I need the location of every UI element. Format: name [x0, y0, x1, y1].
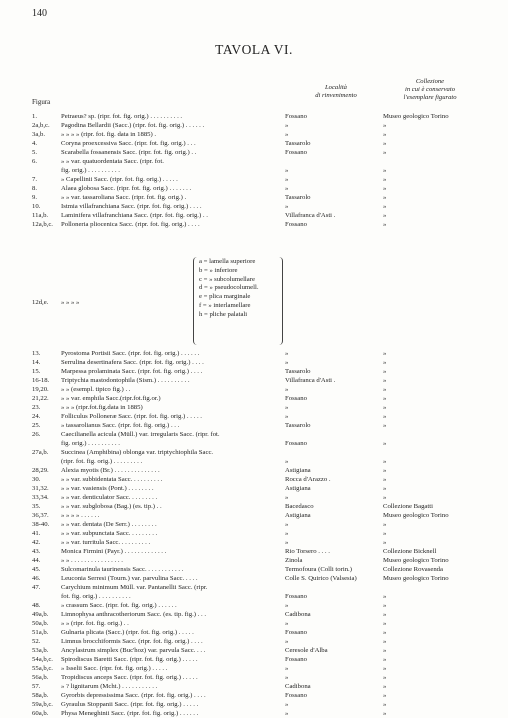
- table-row: [32, 166, 482, 175]
- species-description: » » . . . . . . . . . . . . . . . .: [61, 557, 123, 565]
- species-description: » » » (ripr.fot.fig.data in 1885): [61, 404, 143, 411]
- figure-number: 8.: [32, 185, 38, 192]
- locality: »: [285, 131, 289, 138]
- fig12-parts-legend: [199, 258, 281, 320]
- figure-number: 46.: [32, 575, 41, 583]
- figure-number: 12d,e.: [32, 299, 49, 306]
- locality: Tassarolo: [285, 368, 311, 375]
- figure-number: 9.: [32, 194, 38, 201]
- locality: Astigiana: [285, 512, 311, 520]
- locality: Fossano: [285, 656, 307, 664]
- locality: »: [285, 521, 289, 529]
- species-description: » Capellinii Sacc. (ripr. fot. fig. orig.) . . . . .: [61, 176, 178, 183]
- species-description: fig. orig.) . . . . . . . . . .: [61, 440, 120, 447]
- figure-number: 38-40.: [32, 521, 50, 529]
- species-description: Limnus brocchiformis Sacc. (ripr. fot. fig. orig.) . . . .: [61, 638, 203, 646]
- locality: »: [285, 185, 289, 192]
- species-description: Alaea globosa Sacc. (ripr. fot. fig. orig.) . . . . . . .: [61, 185, 192, 192]
- collection: Museo geologico Torino: [383, 557, 449, 565]
- collection: »: [383, 710, 387, 718]
- figure-number: 55a,b,c.: [32, 665, 53, 673]
- figure-number: 47.: [32, 584, 41, 592]
- page-number: 140: [32, 8, 47, 19]
- locality: Fossano: [285, 221, 307, 228]
- species-description: » » var. subpunctata Sacc. . . . . . . . .: [61, 530, 158, 538]
- collection: »: [383, 539, 387, 547]
- species-description: Laminifera villafranchiana Sacc. (ripr. fot. fig. orig.) . .: [61, 212, 208, 219]
- species-description: Polloneria pliocenica Sacc. (ripr. fot. fig. orig.) . . . .: [61, 221, 200, 228]
- column-header-collezione: [384, 78, 476, 102]
- figure-number: 19,20.: [32, 386, 49, 393]
- species-description: Caecilianella acicula (Müll.) var. irregularis Sacc. (ripr. fot.: [61, 431, 220, 438]
- collection: »: [383, 485, 387, 493]
- figure-number: 49a,b.: [32, 611, 49, 619]
- collection: »: [383, 122, 387, 129]
- legend-item: h = pliche palatali: [199, 310, 248, 318]
- collection: »: [383, 629, 387, 637]
- header-line: Collezione: [415, 78, 445, 85]
- locality: Colle S. Quirico (Valsesia): [285, 575, 357, 583]
- figure-number: 52.: [32, 638, 41, 646]
- table-row: [32, 619, 482, 628]
- locality: Bacedasco: [285, 503, 314, 511]
- species-description: Monica Firmini (Payr.) . . . . . . . . . . . . .: [61, 548, 167, 556]
- figure-number: 27a,b.: [32, 449, 49, 456]
- locality: Tassarolo: [285, 194, 311, 201]
- figure-number: 5.: [32, 149, 38, 156]
- figure-number: 4.: [32, 140, 38, 147]
- table-row: [32, 157, 482, 166]
- figure-number: 45.: [32, 566, 41, 574]
- figure-number: 25.: [32, 422, 41, 429]
- table-row: [32, 112, 482, 121]
- collection: »: [383, 377, 387, 384]
- species-description: fot. fig. orig.) . . . . . . . . . .: [61, 593, 131, 601]
- locality: »: [285, 386, 289, 393]
- locality: Cadibona: [285, 611, 311, 619]
- figure-number: 59a,b,c.: [32, 701, 53, 709]
- species-description: fig. orig.) . . . . . . . . . .: [61, 167, 120, 174]
- species-description: » » var. dentata (De Serr.) . . . . . . . .: [61, 521, 157, 529]
- table-row: [32, 421, 482, 430]
- collection: »: [383, 404, 387, 411]
- table-row: [32, 376, 482, 385]
- species-description: Gyraulus Stoppanii Sacc. (ripr. fot. fig. orig.) . . . . .: [61, 701, 199, 709]
- species-description: Serrulina desertinafera Sacc. (ripr. fot. fig. orig.) . . . .: [61, 359, 204, 366]
- species-description: » » var. emphila Sacc.(ripr.fot.fig.or.): [61, 395, 161, 402]
- locality: Fossano: [285, 395, 307, 402]
- figure-number: 3a,b.: [32, 131, 45, 138]
- figure-number: 58a,b.: [32, 692, 49, 700]
- legend-item: b = » inferiore: [199, 266, 238, 274]
- collection: »: [383, 350, 387, 357]
- species-description: » » var. turritula Sacc. . . . . . . . . .: [61, 539, 151, 547]
- locality: »: [285, 404, 289, 411]
- table-row: [32, 682, 482, 691]
- header-line: l'esemplare figurato: [403, 94, 457, 101]
- species-description: » crassum Sacc. (ripr. fot. fig. orig.) . . . . . .: [61, 602, 177, 610]
- table-row: [32, 493, 482, 502]
- collection: »: [383, 413, 387, 420]
- table-row: [32, 520, 482, 529]
- locality: »: [285, 203, 289, 210]
- table-row: [32, 583, 482, 592]
- collection: Museo geologico Torino: [383, 575, 449, 583]
- table-row: [32, 403, 482, 412]
- locality: »: [285, 176, 289, 183]
- table-row: [32, 412, 482, 421]
- locality: »: [285, 122, 289, 129]
- collection: »: [383, 194, 387, 201]
- figure-number: 24.: [32, 413, 41, 420]
- locality: »: [285, 674, 289, 682]
- species-description: Gyrorbis depressissima Sacc. (ripr. fot. fig. orig.) . . . .: [61, 692, 206, 700]
- collection: »: [383, 521, 387, 529]
- collection: Collezione Rovasenda: [383, 566, 443, 574]
- figure-number: 50a,b.: [32, 620, 49, 628]
- table-row: [32, 202, 482, 211]
- table-row: [32, 691, 482, 700]
- collection: »: [383, 422, 387, 429]
- table-row: [32, 475, 482, 484]
- species-description: Petraeus? sp. (ripr. fot. fig. orig.) . . . . . . . . . .: [61, 113, 183, 120]
- collection: »: [383, 647, 387, 655]
- figure-number: 6.: [32, 158, 38, 165]
- collection: »: [383, 683, 387, 691]
- collection: »: [383, 593, 387, 601]
- species-description: Alexia myotis (Br.) . . . . . . . . . . . . . .: [61, 467, 160, 475]
- table-row: [32, 655, 482, 664]
- figure-number: 21,22.: [32, 395, 49, 402]
- table-row: [32, 220, 482, 229]
- legend-item: e = plica marginale: [199, 293, 251, 301]
- collection: Museo geologico Torino: [383, 512, 449, 520]
- locality: »: [285, 494, 289, 502]
- header-line: di rinvenimento: [315, 92, 357, 99]
- table-row: [32, 457, 482, 466]
- collection: Museo geologico Torino: [383, 113, 449, 120]
- species-description: » » » »: [61, 299, 80, 306]
- figure-number: 44.: [32, 557, 41, 565]
- figure-number: 60a,b.: [32, 710, 49, 718]
- figure-number: 54a,b,c.: [32, 656, 53, 664]
- locality: »: [285, 413, 289, 420]
- figure-number: 36,37.: [32, 512, 49, 520]
- locality: Tassarolo: [285, 140, 311, 147]
- collection: »: [383, 359, 387, 366]
- species-description: » tassarolianus Sacc. (ripr. fot. fig. orig.) . . .: [61, 422, 180, 429]
- species-description: Leuconia Serresi (Tourn.) var. parvulina Sacc. . . . .: [61, 575, 198, 583]
- table-row: [32, 646, 482, 655]
- figure-number: 33,34.: [32, 494, 49, 502]
- table-row: [32, 193, 482, 202]
- table-row: [32, 394, 482, 403]
- collection: »: [383, 176, 387, 183]
- column-header-figura: Figura: [32, 98, 51, 106]
- figure-number: 16-18.: [32, 377, 50, 384]
- table-row: [32, 484, 482, 493]
- species-description: Limnophysa anthracotheriorum Sacc. (es. tip. fig.) . . .: [61, 611, 207, 619]
- table-row: [32, 601, 482, 610]
- locality: Villafranca d'Asti .: [285, 377, 336, 384]
- locality: Rocca d'Arazzo .: [285, 476, 331, 484]
- locality: Cadibona: [285, 683, 311, 691]
- locality: Fossano: [285, 113, 307, 120]
- figure-number: 26.: [32, 431, 41, 438]
- figure-number: 1.: [32, 113, 38, 120]
- figure-number: 13.: [32, 350, 41, 357]
- figure-number: 41.: [32, 530, 41, 538]
- header-line: in cui è conservato: [405, 86, 455, 93]
- locality: Villafranca d'Asti .: [285, 212, 336, 219]
- table-row: [32, 184, 482, 193]
- figure-number: 51a,b.: [32, 629, 49, 637]
- figure-number: 35.: [32, 503, 41, 511]
- table-row: [32, 664, 482, 673]
- locality: Ceresole d'Alba: [285, 647, 328, 655]
- species-description: Tropidiscus anceps Sacc. (ripr. fot. fig. orig.) . . . . .: [61, 674, 198, 682]
- table-row: [32, 130, 482, 139]
- table-row: [32, 565, 482, 574]
- table-row: [32, 466, 482, 475]
- collection: »: [383, 494, 387, 502]
- species-description: Succinea (Amphibina) oblonga var. triptychiophila Sacc.: [61, 449, 214, 456]
- figure-number: 14.: [32, 359, 41, 366]
- table-row: [32, 439, 482, 448]
- figure-number: 11a,b.: [32, 212, 49, 219]
- locality: »: [285, 350, 289, 357]
- table-row: [32, 148, 482, 157]
- locality: Fossano: [285, 149, 307, 156]
- species-description: Pagodina Bellardii (Sacc.) (ripr. fot. fig. orig.) . . . . . .: [61, 122, 205, 129]
- table-row: [32, 673, 482, 682]
- figure-number: 28,29.: [32, 467, 49, 475]
- table-row: [32, 628, 482, 637]
- figure-number: 23.: [32, 404, 41, 411]
- table-row: [32, 367, 482, 376]
- species-description: Pyrostoma Portisii Sacc. (ripr. fot. fig. orig.) . . . . . .: [61, 350, 200, 357]
- collection: »: [383, 368, 387, 375]
- locality: Fossano: [285, 440, 307, 447]
- collection: »: [383, 674, 387, 682]
- figure-number: 10.: [32, 203, 41, 210]
- figure-number: 53a,b.: [32, 647, 49, 655]
- locality: Fossano: [285, 629, 307, 637]
- species-description: (ripr. fot. fig. orig.) . . . . . . . . .: [61, 458, 143, 466]
- locality: Rio Torsero . . . .: [285, 548, 330, 556]
- table-row: [32, 529, 482, 538]
- figure-number: 30.: [32, 476, 41, 484]
- collection: »: [383, 212, 387, 219]
- table-row: [32, 385, 482, 394]
- header-line: Località: [325, 84, 347, 91]
- locality: »: [285, 620, 289, 628]
- table-row: [32, 121, 482, 130]
- species-description: Coryna proexcessiva Sacc. (ripr. fot. fig. orig.) . . .: [61, 140, 196, 147]
- locality: Astigiana: [285, 467, 311, 475]
- collection: »: [383, 701, 387, 709]
- collection: »: [383, 467, 387, 475]
- species-description: » » var. subglobosa (Bag.) (es. tip.) . .: [61, 503, 162, 511]
- locality: »: [285, 359, 289, 366]
- locality: »: [285, 710, 289, 718]
- table-row: [32, 547, 482, 556]
- collection: »: [383, 530, 387, 538]
- table-row: [32, 538, 482, 547]
- locality: Fossano: [285, 692, 307, 700]
- collection: »: [383, 203, 387, 210]
- figure-number: 15.: [32, 368, 41, 375]
- species-description: Folliculus Polloneræ Sacc. (ripr. fot. fig. orig.) . . . . .: [61, 413, 202, 420]
- locality: »: [285, 665, 289, 673]
- species-description: Physa Meneghinii Sacc. (ripr. fot. fig. orig.) . . . . . .: [61, 710, 199, 718]
- table-row: [32, 511, 482, 520]
- locality: Astigiana: [285, 485, 311, 493]
- locality: »: [285, 458, 289, 466]
- table-row: [32, 175, 482, 184]
- collection: »: [383, 656, 387, 664]
- figure-number: 43.: [32, 548, 41, 556]
- table-row: [32, 709, 482, 718]
- species-description: » » var. denticulator Sacc. . . . . . . . .: [61, 494, 158, 502]
- locality: Termofoura (Colli torin.): [285, 566, 352, 574]
- locality: »: [285, 530, 289, 538]
- locality: »: [285, 539, 289, 547]
- species-description: » Isselii Sacc. (ripr. fot. fig. orig.) . . . . .: [61, 665, 168, 673]
- table-row: [32, 139, 482, 148]
- legend-item: c = » subcolumellare: [199, 275, 255, 283]
- table-row: [32, 430, 482, 439]
- locality: »: [285, 167, 289, 174]
- legend-item: a = lamella superiore: [199, 258, 256, 265]
- species-description: » » var. quatuordentata Sacc. (ripr. fot.: [61, 158, 164, 165]
- locality: »: [285, 602, 289, 610]
- table-row: [32, 211, 482, 220]
- species-description: » » var. subbidentata Sacc. . . . . . . . . .: [61, 476, 163, 484]
- table-row: [32, 574, 482, 583]
- plate-title: TAVOLA VI.: [215, 42, 293, 57]
- species-description: » » » » . . . . . .: [61, 512, 100, 520]
- collection: »: [383, 476, 387, 484]
- figure-number: 7.: [32, 176, 38, 183]
- collection: »: [383, 386, 387, 393]
- collection: »: [383, 149, 387, 156]
- figure-number: 56a,b.: [32, 674, 49, 682]
- locality: Fossano: [285, 593, 307, 601]
- collection: »: [383, 185, 387, 192]
- collection: »: [383, 395, 387, 402]
- table-row: [32, 637, 482, 646]
- species-description: Gulnaria plicata (Sacc.) (ripr. fot. fig. orig.) . . . . .: [61, 629, 194, 637]
- table-row: [32, 358, 482, 367]
- species-description: » » var. tassaroliana Sacc. (ripr. fot. fig. orig.) .: [61, 194, 187, 201]
- figure-number: 12a,b,c.: [32, 221, 53, 228]
- figure-number: 57.: [32, 683, 41, 691]
- figure-number: 42.: [32, 539, 41, 547]
- species-description: » » (esempl. tipico fig.) . .: [61, 386, 131, 393]
- figure-number: 31,32.: [32, 485, 49, 493]
- table-row: [32, 556, 482, 565]
- species-description: Marpessa prolaminata Sacc. (ripr. fot. fig. orig.) . . . .: [61, 368, 203, 375]
- collection: »: [383, 131, 387, 138]
- table-row: [32, 592, 482, 601]
- species-description: Spirodiscus Baretti Sacc. (ripr. fot. fig. orig.) . . . . .: [61, 656, 198, 664]
- species-description: » ? lignitarum (Mcht.) . . . . . . . . . . .: [61, 683, 158, 691]
- collection: »: [383, 140, 387, 147]
- locality: Zinola: [285, 557, 303, 565]
- collection: Collezione Bicknell: [383, 548, 437, 556]
- column-header-localita: [296, 84, 376, 100]
- locality: »: [285, 701, 289, 709]
- locality: Tassarolo: [285, 422, 311, 429]
- legend-item: d = » pseudocolumell.: [199, 284, 259, 292]
- collection: »: [383, 620, 387, 628]
- table-row: [32, 700, 482, 709]
- collection: »: [383, 638, 387, 646]
- figure-number: 2a,b,c.: [32, 122, 50, 129]
- collection: »: [383, 602, 387, 610]
- species-description: Scarabella fossanensis Sacc. (ripr. fot. fig. orig.) . .: [61, 149, 197, 156]
- collection: »: [383, 665, 387, 673]
- legend-item: f = » interlamellare: [199, 301, 251, 309]
- collection: »: [383, 440, 387, 447]
- species-description: Ancylastrum simplex (Buc'hoz) var. parvula Sacc. . . .: [61, 647, 206, 655]
- table-row: [32, 349, 482, 358]
- locality: »: [285, 638, 289, 646]
- table-row: [32, 448, 482, 457]
- table-row: [32, 610, 482, 619]
- species-description: » » (ripr. fot. fig. orig.) . .: [61, 620, 129, 628]
- species-description: Triptychia mastodontophila (Sism.) . . . . . . . . . .: [61, 377, 190, 384]
- species-description: » » var. vasiensis (Pont.) . . . . . . . .: [61, 485, 154, 493]
- figure-number: 48.: [32, 602, 41, 610]
- species-description: » » » » (ripr. fot. fig. data in 1885) .: [61, 131, 157, 138]
- species-description: Carychium minimum Müll. var. Pantanellii Sacc. (ripr.: [61, 584, 208, 592]
- collection: »: [383, 611, 387, 619]
- collection: »: [383, 221, 387, 228]
- collection: »: [383, 458, 387, 466]
- collection: »: [383, 692, 387, 700]
- species-description: Sulcomarinula taurinensis Sacc. . . . . . . . . . . .: [61, 566, 184, 574]
- species-description: Istmia villafranchiana Sacc. (ripr. fot. fig. orig.) . . . .: [61, 203, 202, 210]
- collection: Collezione Bagatti: [383, 503, 433, 511]
- collection: »: [383, 167, 387, 174]
- table-row: [32, 502, 482, 511]
